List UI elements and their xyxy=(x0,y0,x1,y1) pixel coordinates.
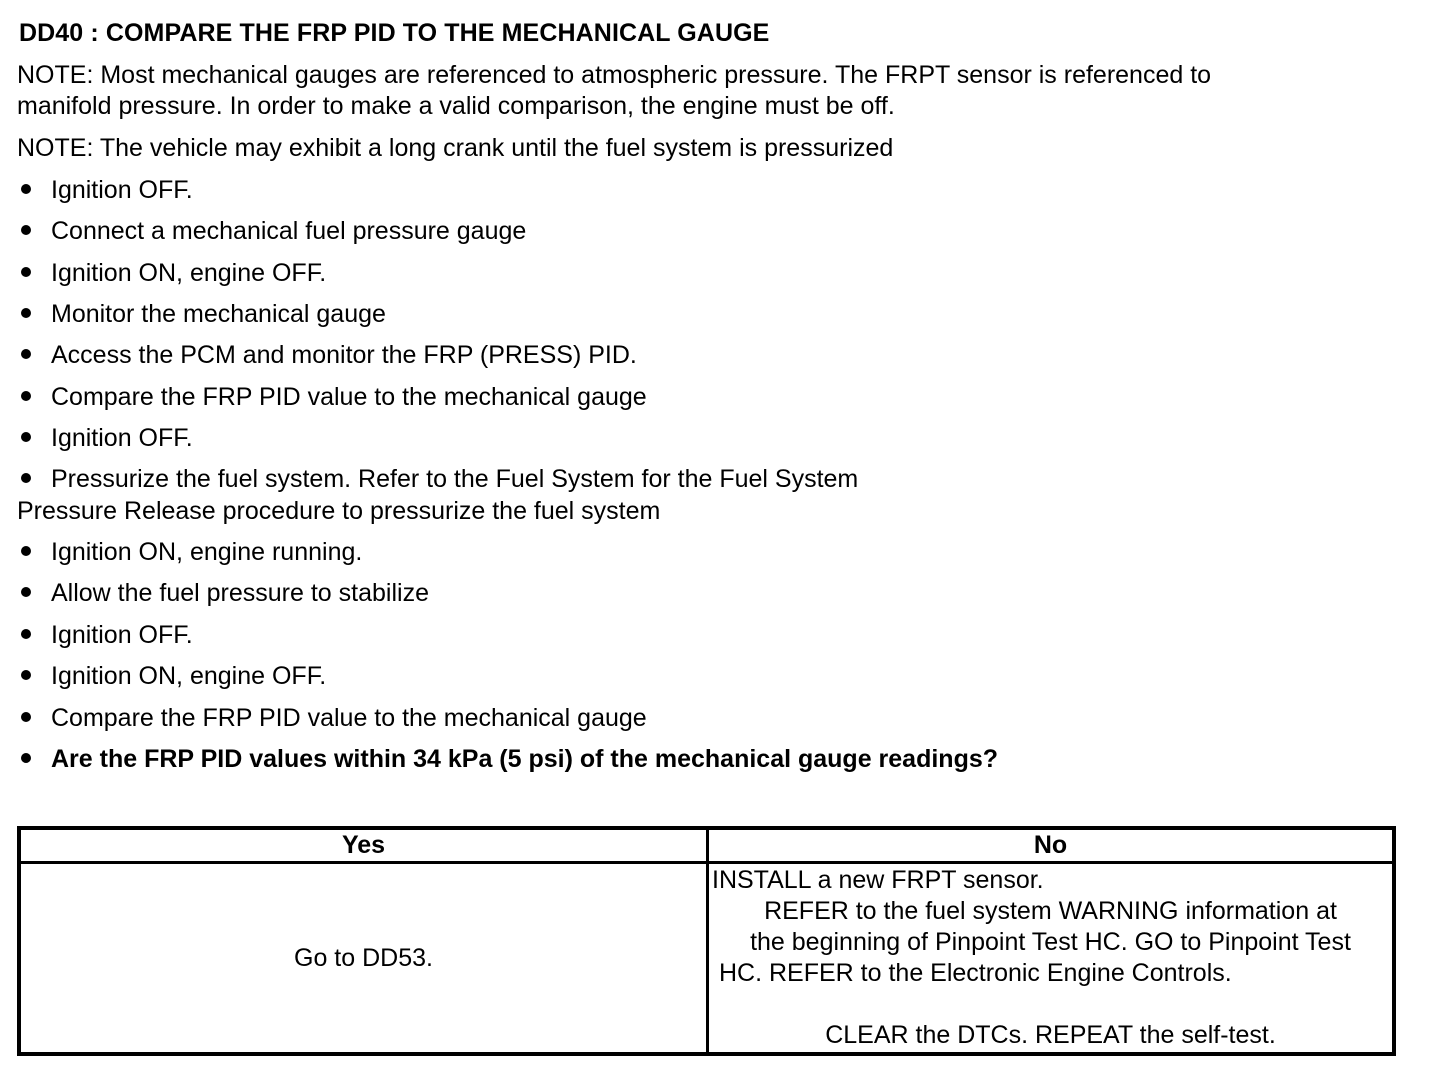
action-item xyxy=(17,620,193,651)
bullet-icon xyxy=(21,712,31,722)
action-text: Ignition OFF. xyxy=(51,176,193,204)
yes-header: Yes xyxy=(19,828,708,863)
result-header-row xyxy=(19,828,1394,863)
bullet-icon xyxy=(21,267,31,277)
action-text: Ignition ON, engine OFF. xyxy=(51,259,327,287)
no-action-line: REFER to the fuel system WARNING information at xyxy=(764,897,1337,925)
action-item xyxy=(17,423,193,454)
action-item xyxy=(17,703,647,734)
bullet-icon xyxy=(21,587,31,597)
action-item xyxy=(17,537,362,568)
action-item xyxy=(17,216,526,247)
no-header: No xyxy=(708,828,1395,863)
yes-cell xyxy=(19,863,708,1055)
result-table xyxy=(17,826,1396,1056)
no-action-line: HC. REFER to the Electronic Engine Controls. xyxy=(719,959,1232,987)
no-cell xyxy=(708,863,1395,1055)
bullet-icon xyxy=(21,432,31,442)
action-item xyxy=(17,299,386,330)
action-item xyxy=(17,340,637,371)
bullet-icon xyxy=(21,391,31,401)
no-action-line: CLEAR the DTCs. REPEAT the self-test. xyxy=(825,1021,1276,1049)
no-action-line: INSTALL a new FRPT sensor. xyxy=(712,866,1044,894)
action-item xyxy=(17,578,429,609)
action-text: Pressurize the fuel system. Refer to the Fuel System for the Fuel System xyxy=(51,465,859,493)
action-text: Compare the FRP PID value to the mechanical gauge xyxy=(51,704,647,732)
action-item xyxy=(17,382,647,413)
bullet-icon xyxy=(21,546,31,556)
action-text: Monitor the mechanical gauge xyxy=(51,300,386,328)
bullet-icon xyxy=(21,473,31,483)
no-cell-spacer xyxy=(709,989,1392,1020)
bullet-icon xyxy=(21,225,31,235)
action-item xyxy=(17,464,858,495)
bullet-icon xyxy=(21,349,31,359)
action-text: Allow the fuel pressure to stabilize xyxy=(51,579,429,607)
no-action-line: the beginning of Pinpoint Test HC. GO to Pinpoint Test xyxy=(750,928,1351,956)
step-title: DD40 : COMPARE THE FRP PID TO THE MECHANICAL GAUGE xyxy=(19,19,770,47)
bullet-icon xyxy=(21,629,31,639)
action-text: Compare the FRP PID value to the mechanical gauge xyxy=(51,383,647,411)
action-text: Ignition ON, engine OFF. xyxy=(51,662,327,690)
bullet-icon xyxy=(21,184,31,194)
action-text-continuation: Pressure Release procedure to pressurize the fuel system xyxy=(17,497,661,525)
question-item xyxy=(17,744,998,775)
action-text: Ignition OFF. xyxy=(51,621,193,649)
note-atmospheric-line-1: NOTE: Most mechanical gauges are referenced to atmospheric pressure. The FRPT sensor is referenced to xyxy=(17,61,1212,89)
yes-action-text: Go to DD53. xyxy=(294,943,433,972)
result-body-row xyxy=(19,863,1394,1055)
action-text: Ignition OFF. xyxy=(51,424,193,452)
action-item xyxy=(17,175,193,206)
question-text: Are the FRP PID values within 34 kPa (5 psi) of the mechanical gauge readings? xyxy=(51,745,999,773)
note-atmospheric xyxy=(17,60,1211,122)
note-atmospheric-line-2: manifold pressure. In order to make a valid comparison, the engine must be off. xyxy=(17,92,895,120)
bullet-icon xyxy=(21,753,31,763)
action-item xyxy=(17,258,326,289)
action-text: Ignition ON, engine running. xyxy=(51,538,363,566)
bullet-icon xyxy=(21,308,31,318)
action-text: Connect a mechanical fuel pressure gauge xyxy=(51,217,527,245)
action-text: Access the PCM and monitor the FRP (PRESS) PID. xyxy=(51,341,637,369)
note-long-crank: NOTE: The vehicle may exhibit a long crank until the fuel system is pressurized xyxy=(17,134,894,162)
action-item xyxy=(17,661,326,692)
bullet-icon xyxy=(21,670,31,680)
